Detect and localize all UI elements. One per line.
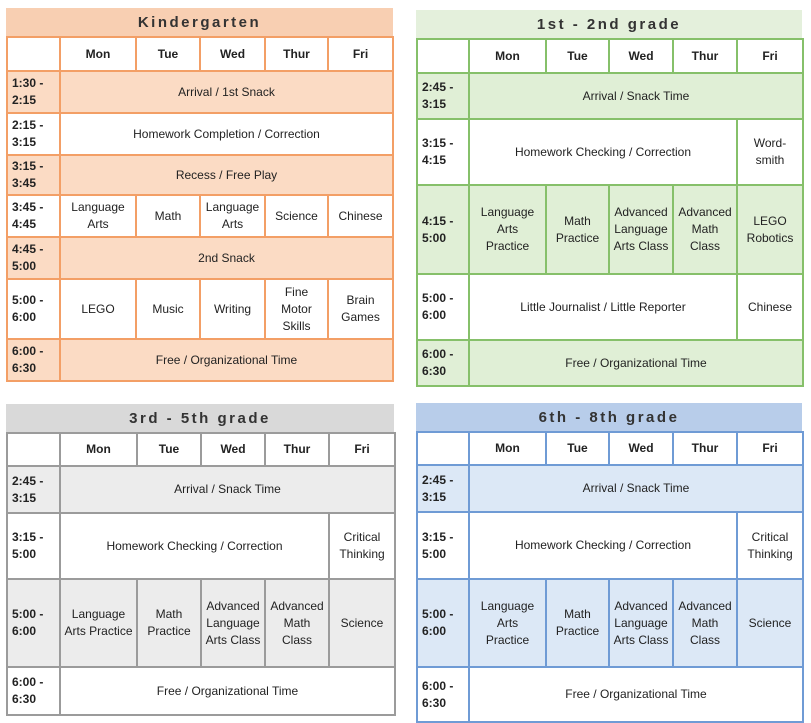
activity-label: Arrival / Snack Time bbox=[174, 482, 281, 496]
activity-label: Language Arts Practice bbox=[480, 205, 535, 253]
time-label: 2:45 - 3:15 bbox=[422, 80, 454, 111]
day-header-fri: Fri bbox=[737, 432, 803, 465]
time-label: 2:45 - 3:15 bbox=[12, 473, 44, 505]
schedule-table bbox=[6, 36, 394, 382]
schedule-row bbox=[7, 155, 393, 195]
activity-label: 2nd Snack bbox=[198, 250, 255, 265]
time-slot bbox=[417, 579, 469, 667]
time-slot bbox=[7, 237, 60, 279]
time-label: 3:45 - 4:45 bbox=[12, 200, 44, 231]
activity-label: Recess / Free Play bbox=[175, 167, 278, 182]
activity-cell bbox=[546, 185, 609, 274]
day-header-wed: Wed bbox=[201, 433, 265, 466]
day-header-wed: Wed bbox=[200, 37, 265, 71]
activity-label: Chinese bbox=[747, 299, 793, 314]
activity-label: Language Arts bbox=[205, 200, 260, 231]
schedule-row bbox=[7, 113, 393, 155]
time-slot bbox=[7, 279, 60, 339]
time-label: 6:00 - 6:30 bbox=[12, 344, 44, 375]
activity-cell bbox=[469, 73, 803, 119]
schedule-row bbox=[417, 73, 803, 119]
time-slot bbox=[417, 119, 469, 185]
header-row bbox=[7, 37, 393, 71]
activity-label: Homework Checking / Correction bbox=[514, 144, 692, 159]
activity-label: Little Journalist / Little Reporter bbox=[520, 299, 686, 314]
activity-label: Arrival / Snack Time bbox=[582, 481, 690, 495]
grade-3-5-schedule bbox=[6, 404, 394, 716]
corner-cell bbox=[7, 433, 60, 466]
day-header-thur: Thur bbox=[673, 39, 737, 73]
header-row bbox=[417, 39, 803, 73]
activity-cell bbox=[136, 195, 200, 237]
schedule-row bbox=[7, 195, 393, 237]
activity-cell bbox=[136, 279, 200, 339]
activity-label: Fine Motor Skills bbox=[281, 284, 312, 333]
time-label: 2:15 - 3:15 bbox=[12, 118, 44, 149]
activity-label: Brain Games bbox=[341, 293, 380, 324]
schedule-row bbox=[7, 339, 393, 381]
activity-label: Language Arts bbox=[71, 200, 125, 231]
time-slot bbox=[7, 579, 60, 667]
schedule-row bbox=[417, 185, 803, 274]
activity-cell bbox=[673, 185, 737, 274]
time-label: 4:15 - 5:00 bbox=[422, 213, 454, 245]
kindergarten-schedule bbox=[6, 8, 393, 382]
activity-label: Critical Thinking bbox=[747, 529, 793, 561]
activity-label: Homework Checking / Correction bbox=[514, 538, 692, 552]
activity-label: Math Practice bbox=[555, 213, 600, 245]
day-header-mon: Mon bbox=[469, 432, 546, 465]
time-slot bbox=[7, 195, 60, 237]
schedule-row bbox=[7, 237, 393, 279]
schedule-row bbox=[417, 274, 803, 340]
activity-label: Writing bbox=[213, 301, 252, 316]
activity-cell bbox=[609, 185, 673, 274]
activity-cell bbox=[469, 340, 803, 386]
time-label: 5:00 - 6:00 bbox=[422, 291, 454, 322]
schedule-row bbox=[7, 667, 395, 715]
time-slot bbox=[7, 71, 60, 113]
activity-label: Arrival / 1st Snack bbox=[178, 84, 275, 99]
activity-label: Music bbox=[152, 301, 184, 316]
time-slot bbox=[417, 465, 469, 512]
header-row bbox=[417, 432, 803, 465]
activity-cell bbox=[609, 579, 673, 667]
time-slot bbox=[417, 667, 469, 722]
activity-cell bbox=[60, 71, 393, 113]
activity-label: Arrival / Snack Time bbox=[582, 88, 690, 103]
grade-6-8-schedule bbox=[416, 403, 802, 723]
day-header-wed: Wed bbox=[609, 39, 673, 73]
time-label: 3:15 - 5:00 bbox=[12, 530, 44, 561]
activity-label: Free / Organizational Time bbox=[155, 352, 298, 367]
activity-cell bbox=[265, 195, 328, 237]
day-header-fri: Fri bbox=[329, 433, 395, 466]
time-label: 6:00 - 6:30 bbox=[422, 347, 454, 378]
time-slot bbox=[7, 113, 60, 155]
activity-label: Free / Organizational Time bbox=[565, 687, 707, 701]
activity-cell bbox=[328, 195, 393, 237]
time-label: 5:00 - 6:00 bbox=[422, 607, 454, 638]
activity-cell bbox=[546, 579, 609, 667]
activity-label: Homework Completion / Correction bbox=[133, 126, 320, 141]
time-slot bbox=[7, 513, 60, 579]
day-header-tue: Tue bbox=[546, 432, 609, 465]
activity-label: LEGO bbox=[81, 301, 115, 316]
schedule-row bbox=[7, 579, 395, 667]
activity-cell bbox=[201, 579, 265, 667]
activity-label: Advanced Math Class bbox=[678, 598, 732, 647]
schedule-row bbox=[7, 466, 395, 513]
time-label: 1:30 - 2:15 bbox=[12, 76, 44, 107]
activity-label: Advanced Math Class bbox=[678, 205, 732, 253]
activity-cell bbox=[60, 195, 136, 237]
time-label: 6:00 - 6:30 bbox=[12, 675, 44, 706]
day-header-fri: Fri bbox=[737, 39, 803, 73]
activity-cell bbox=[265, 579, 329, 667]
time-slot bbox=[7, 466, 60, 513]
time-slot bbox=[417, 340, 469, 386]
time-label: 3:15 - 3:45 bbox=[12, 159, 44, 190]
time-label: 5:00 - 6:00 bbox=[12, 607, 44, 638]
activity-cell bbox=[60, 513, 329, 579]
activity-cell bbox=[469, 274, 737, 340]
activity-label: Chinese bbox=[338, 208, 383, 223]
activity-label: Free / Organizational Time bbox=[156, 683, 299, 698]
schedule-row bbox=[7, 71, 393, 113]
time-label: 3:15 - 4:15 bbox=[422, 136, 454, 167]
activity-label: Math Practice bbox=[555, 607, 600, 638]
corner-cell bbox=[417, 432, 469, 465]
schedule-row bbox=[417, 465, 803, 512]
day-header-thur: Thur bbox=[673, 432, 737, 465]
day-header-thur: Thur bbox=[265, 37, 328, 71]
activity-cell bbox=[329, 579, 395, 667]
activity-label: Advanced Language Arts Class bbox=[613, 205, 669, 253]
activity-cell bbox=[469, 667, 803, 722]
time-label: 4:45 - 5:00 bbox=[12, 242, 44, 273]
activity-cell bbox=[60, 113, 393, 155]
day-header-tue: Tue bbox=[136, 37, 200, 71]
day-header-mon: Mon bbox=[469, 39, 546, 73]
time-slot bbox=[417, 185, 469, 274]
activity-cell bbox=[137, 579, 201, 667]
schedule-row bbox=[417, 579, 803, 667]
time-label: 2:45 - 3:15 bbox=[422, 472, 454, 504]
activity-cell bbox=[200, 279, 265, 339]
activity-cell bbox=[673, 579, 737, 667]
activity-label: LEGO Robotics bbox=[746, 213, 794, 245]
day-header-wed: Wed bbox=[609, 432, 673, 465]
schedule-row bbox=[7, 513, 395, 579]
schedule-table bbox=[416, 38, 804, 387]
activity-cell bbox=[200, 195, 265, 237]
activity-label: Math bbox=[154, 208, 182, 223]
schedule-table bbox=[6, 432, 396, 716]
activity-cell bbox=[469, 579, 546, 667]
activity-cell bbox=[60, 466, 395, 513]
panel-title: 1st - 2nd grade bbox=[416, 10, 802, 38]
activity-cell bbox=[328, 279, 393, 339]
activity-label: Free / Organizational Time bbox=[565, 355, 707, 370]
activity-cell bbox=[469, 119, 737, 185]
panel-title: 3rd - 5th grade bbox=[6, 404, 394, 432]
day-header-tue: Tue bbox=[546, 39, 609, 73]
activity-label: Science bbox=[748, 615, 792, 630]
activity-cell bbox=[60, 279, 136, 339]
day-header-thur: Thur bbox=[265, 433, 329, 466]
time-slot bbox=[417, 512, 469, 579]
activity-cell bbox=[469, 465, 803, 512]
activity-label: Advanced Language Arts Class bbox=[613, 598, 669, 647]
activity-label: Science bbox=[340, 615, 384, 630]
day-header-fri: Fri bbox=[328, 37, 393, 71]
activity-label: Language Arts Practice bbox=[480, 598, 535, 647]
activity-cell bbox=[737, 185, 803, 274]
schedule-row bbox=[417, 667, 803, 722]
activity-label: Language Arts Practice bbox=[64, 607, 133, 638]
activity-label: Word- smith bbox=[753, 136, 787, 167]
activity-cell bbox=[60, 667, 395, 715]
activity-cell bbox=[329, 513, 395, 579]
activity-label: Homework Checking / Correction bbox=[106, 538, 283, 553]
activity-cell bbox=[60, 339, 393, 381]
panel-title: 6th - 8th grade bbox=[416, 403, 802, 431]
corner-cell bbox=[7, 37, 60, 71]
activity-label: Advanced Language Arts Class bbox=[205, 598, 261, 647]
activity-label: Math Practice bbox=[147, 607, 191, 638]
activity-label: Science bbox=[275, 208, 318, 223]
activity-label: Advanced Math Class bbox=[270, 598, 324, 647]
activity-cell bbox=[469, 512, 737, 579]
corner-cell bbox=[417, 39, 469, 73]
grade-1-2-schedule bbox=[416, 10, 802, 387]
activity-cell bbox=[60, 155, 393, 195]
activity-cell bbox=[737, 512, 803, 579]
schedule-row bbox=[7, 279, 393, 339]
time-label: 3:15 - 5:00 bbox=[422, 529, 454, 561]
day-header-tue: Tue bbox=[137, 433, 201, 466]
time-label: 6:00 - 6:30 bbox=[422, 678, 454, 710]
activity-cell bbox=[265, 279, 328, 339]
day-header-mon: Mon bbox=[60, 37, 136, 71]
activity-cell bbox=[60, 237, 393, 279]
activity-label: Critical Thinking bbox=[339, 530, 385, 561]
schedule-row bbox=[417, 119, 803, 185]
time-slot bbox=[417, 73, 469, 119]
time-slot bbox=[7, 155, 60, 195]
schedule-row bbox=[417, 512, 803, 579]
panel-title: Kindergarten bbox=[6, 8, 393, 36]
schedule-row bbox=[417, 340, 803, 386]
day-header-mon: Mon bbox=[60, 433, 137, 466]
time-slot bbox=[7, 667, 60, 715]
time-slot bbox=[417, 274, 469, 340]
time-slot bbox=[7, 339, 60, 381]
activity-cell bbox=[737, 579, 803, 667]
time-label: 5:00 - 6:00 bbox=[12, 293, 44, 324]
schedule-table bbox=[416, 431, 804, 723]
header-row bbox=[7, 433, 395, 466]
activity-cell bbox=[60, 579, 137, 667]
activity-cell bbox=[469, 185, 546, 274]
activity-cell bbox=[737, 274, 803, 340]
activity-cell bbox=[737, 119, 803, 185]
